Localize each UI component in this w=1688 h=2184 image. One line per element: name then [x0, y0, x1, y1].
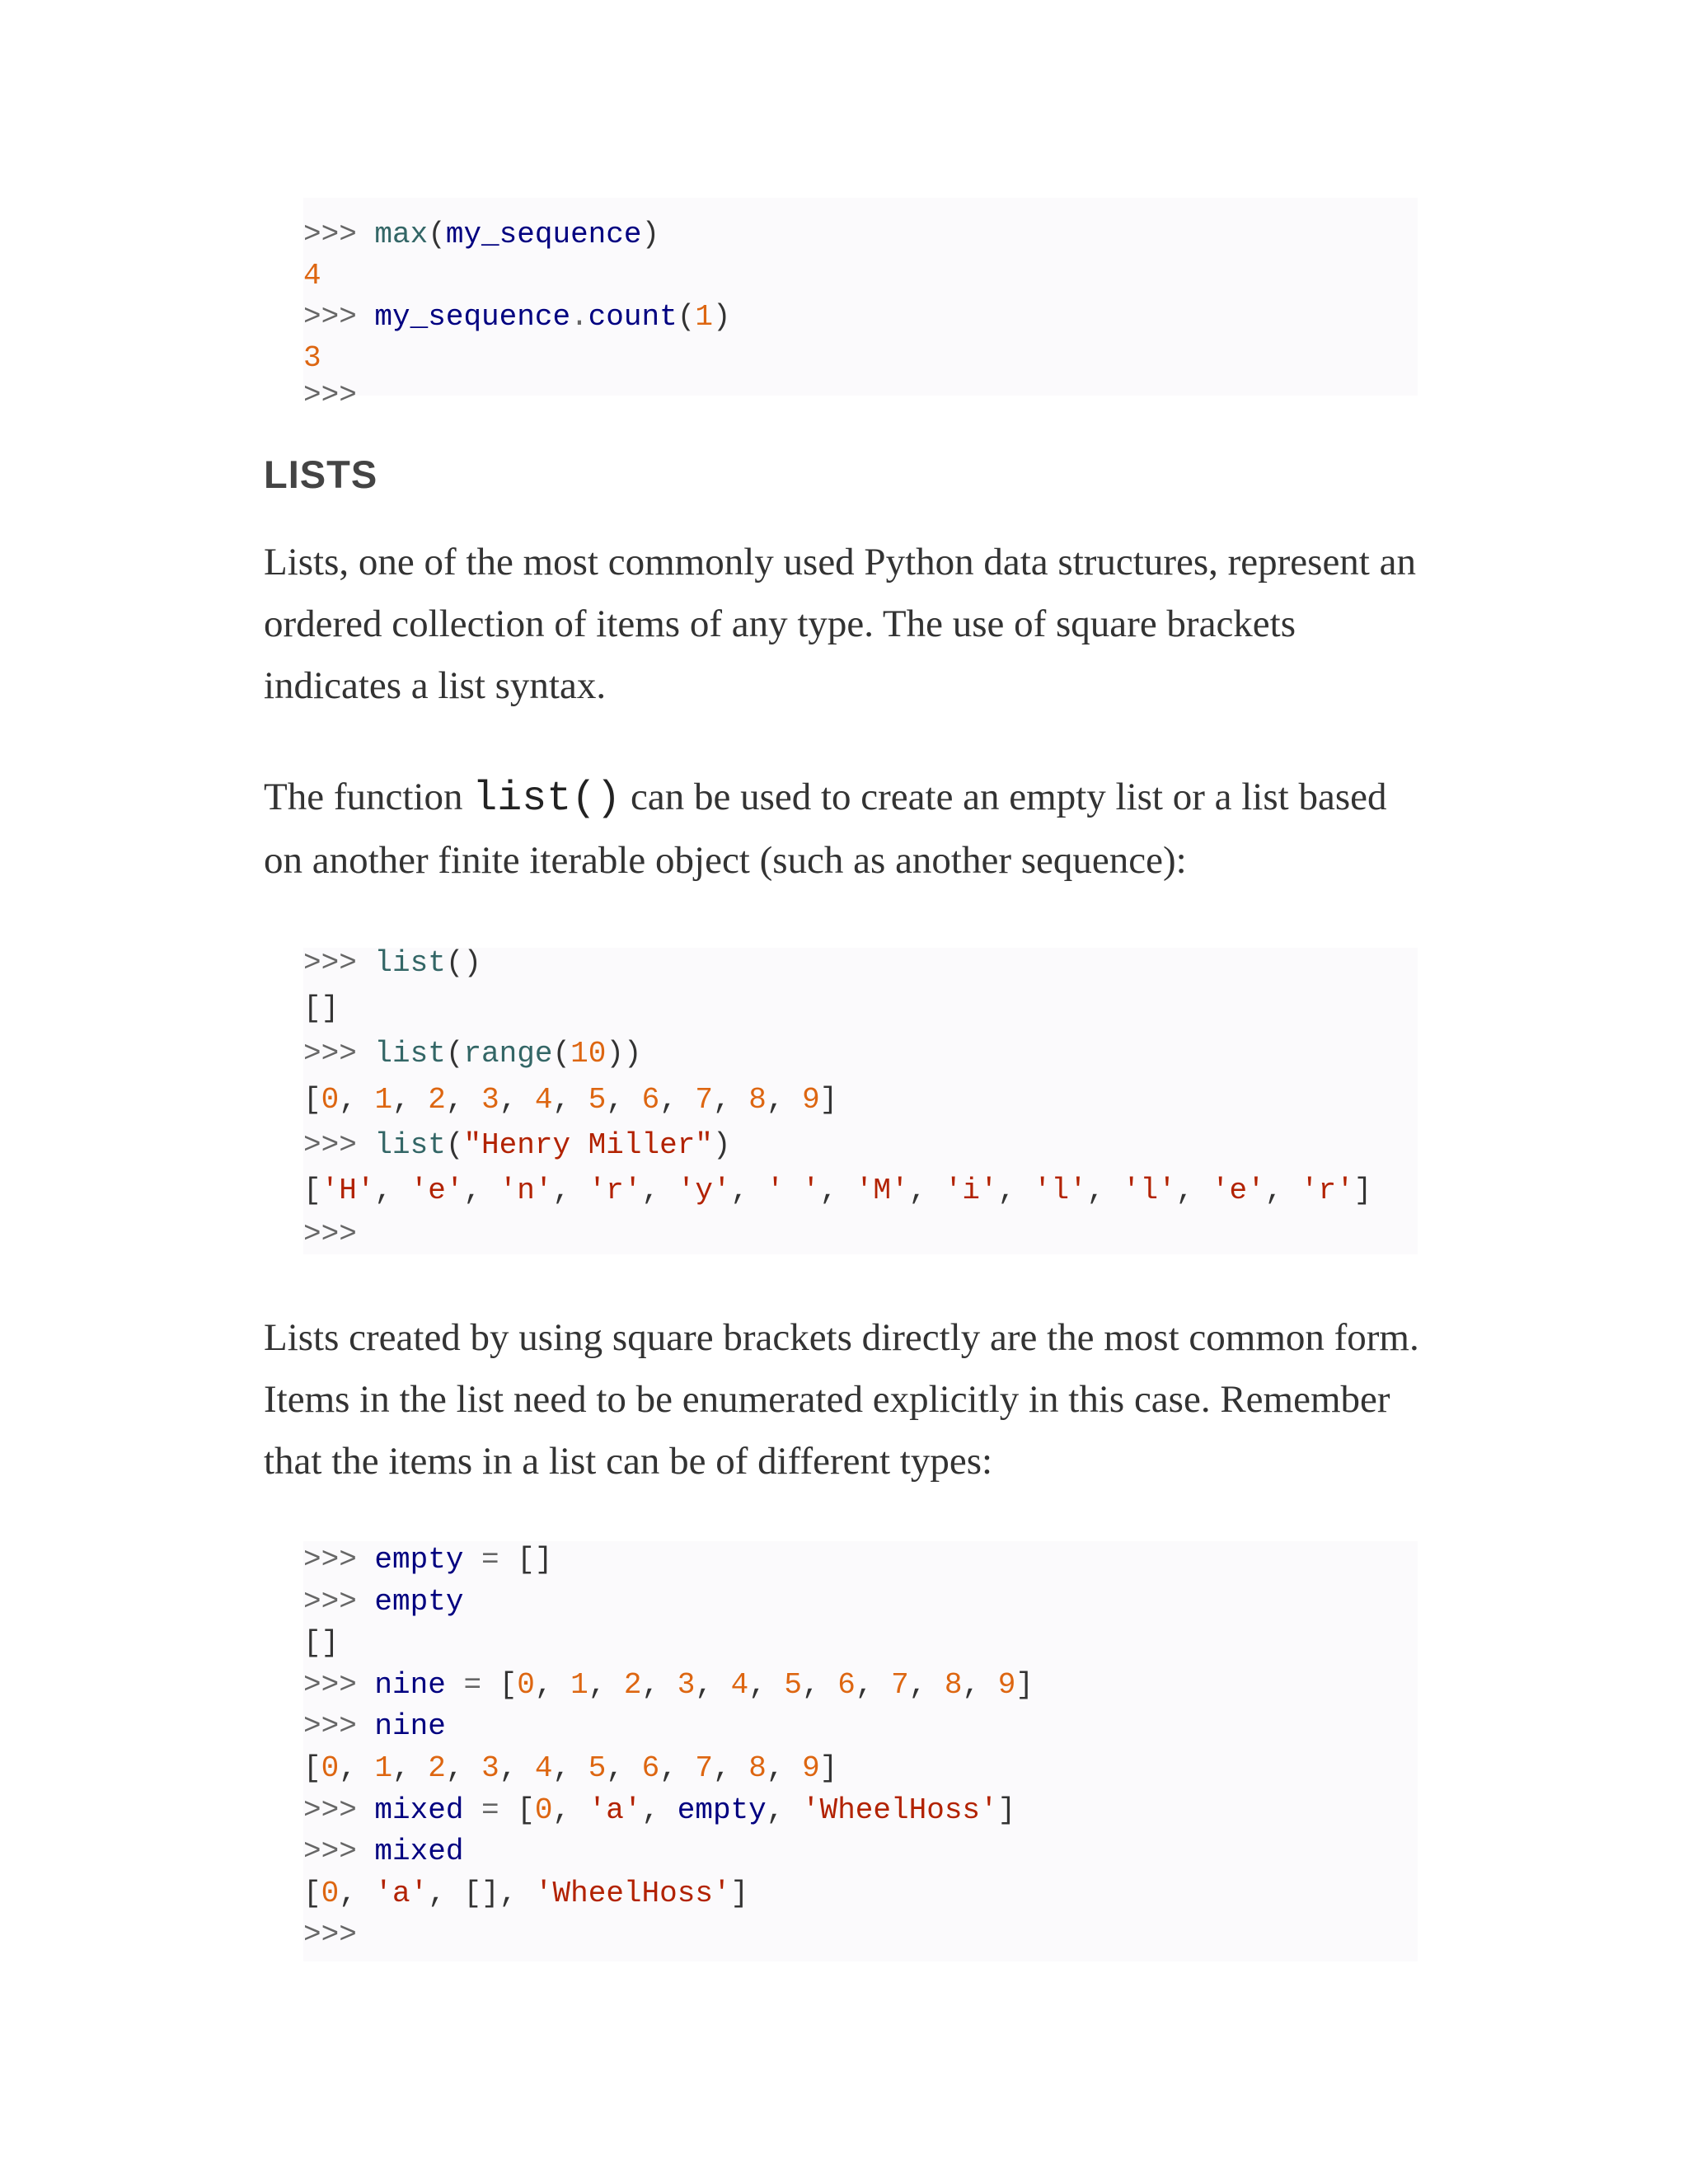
- code-token: ,: [339, 1083, 375, 1117]
- code-token: ,: [802, 1668, 838, 1702]
- code-token: ,: [445, 1751, 482, 1785]
- code-line: [303, 340, 321, 377]
- code-token: ]: [730, 1877, 749, 1910]
- code-token: mixed: [374, 1793, 464, 1827]
- code-token: 3: [677, 1668, 696, 1702]
- code-token: ,: [659, 1083, 696, 1117]
- code-token: ,: [499, 1083, 535, 1117]
- code-token: >>>: [303, 946, 375, 980]
- code-token: ,: [659, 1751, 696, 1785]
- code-line: [303, 377, 357, 414]
- code-token: ,: [855, 1668, 892, 1702]
- code-token: [: [517, 1793, 535, 1827]
- code-token: 'l': [1122, 1174, 1176, 1207]
- code-token: 'e': [410, 1174, 464, 1207]
- code-token: >>>: [303, 1037, 375, 1071]
- code-token: >>>: [303, 1709, 375, 1743]
- code-token: 'a': [374, 1877, 429, 1910]
- code-token: 10: [570, 1037, 607, 1071]
- code-token: list: [374, 1128, 446, 1162]
- code-token: list: [374, 946, 446, 980]
- code-token: ,: [552, 1174, 588, 1207]
- code-token: >>>: [303, 378, 357, 412]
- code-line: [303, 1917, 357, 1953]
- code-token: 'r': [1300, 1174, 1354, 1207]
- code-token: 'e': [1211, 1174, 1265, 1207]
- code-token: ,: [1175, 1174, 1212, 1207]
- code-token: )): [606, 1037, 642, 1071]
- code-line: [303, 991, 339, 1027]
- code-token: ,: [428, 1877, 464, 1910]
- code-token: >>>: [303, 1585, 375, 1619]
- code-line: [303, 1036, 642, 1072]
- code-token: ,: [552, 1083, 588, 1117]
- code-token: ,: [713, 1083, 749, 1117]
- code-line: [303, 1667, 1034, 1704]
- code-token: 7: [891, 1668, 909, 1702]
- code-token: >>>: [303, 1918, 357, 1952]
- code-token: ,: [1264, 1174, 1301, 1207]
- code-token: 'y': [677, 1174, 731, 1207]
- code-line: [303, 1708, 446, 1745]
- code-token: 2: [428, 1751, 446, 1785]
- code-token: >>>: [303, 300, 375, 334]
- code-token: ,: [588, 1668, 624, 1702]
- code-token: 2: [623, 1668, 642, 1702]
- code-token: 1: [374, 1751, 393, 1785]
- paragraph-square-brackets: Lists created by using square brackets directly are the most common form. Items in the list need to be enumerated explicitly in this case. Remember that the items in a list can be of different types:: [264, 1316, 1419, 1483]
- code-token: empty: [677, 1793, 767, 1827]
- code-line: [303, 945, 481, 982]
- code-token: ,: [766, 1793, 802, 1827]
- code-token: 7: [695, 1083, 714, 1117]
- code-token: ,: [499, 1877, 535, 1910]
- code-token: 0: [321, 1083, 340, 1117]
- code-token: ,: [499, 1751, 535, 1785]
- code-token: 0: [517, 1668, 535, 1702]
- code-token: ,: [748, 1668, 785, 1702]
- code-token: ]: [997, 1793, 1016, 1827]
- code-token: (: [445, 1037, 464, 1071]
- code-line: [303, 258, 321, 294]
- code-token: mixed: [374, 1835, 464, 1868]
- code-line: [303, 1216, 357, 1253]
- code-token: >>>: [303, 1668, 375, 1702]
- code-line: [303, 1876, 748, 1912]
- code-token: (: [677, 300, 696, 334]
- code-token: 2: [428, 1083, 446, 1117]
- code-token: 'WheelHoss': [534, 1877, 731, 1910]
- code-token: >>>: [303, 1543, 375, 1577]
- code-token: ]: [1353, 1174, 1372, 1207]
- code-token: ,: [641, 1174, 678, 1207]
- code-token: ]: [1015, 1668, 1034, 1702]
- code-token: 3: [481, 1751, 499, 1785]
- code-token: ,: [463, 1174, 499, 1207]
- code-token: 'a': [588, 1793, 642, 1827]
- code-token: =: [463, 1543, 518, 1577]
- code-token: max: [374, 218, 429, 251]
- code-token: empty: [374, 1543, 464, 1577]
- code-token: 8: [748, 1083, 767, 1117]
- code-token: >>>: [303, 1128, 375, 1162]
- code-token: 'n': [499, 1174, 553, 1207]
- code-token: ,: [962, 1668, 998, 1702]
- code-token: 4: [730, 1668, 749, 1702]
- code-token: ,: [766, 1083, 803, 1117]
- code-token: 'WheelHoss': [801, 1793, 998, 1827]
- code-line: [303, 1542, 552, 1578]
- code-token: ,: [641, 1793, 678, 1827]
- paragraph-lists-intro: Lists, one of the most commonly used Python data structures, represent an ordered collection of items of any type. The use of square brackets indicates a list syntax.: [264, 541, 1416, 707]
- code-token: 7: [695, 1751, 714, 1785]
- code-token: (: [428, 218, 446, 251]
- code-token: 6: [837, 1668, 856, 1702]
- code-token: [: [303, 1751, 321, 1785]
- code-token: ,: [695, 1668, 731, 1702]
- code-token: ,: [392, 1751, 429, 1785]
- section-heading: LISTS: [264, 452, 378, 496]
- code-token: ,: [1086, 1174, 1123, 1207]
- code-token: 8: [748, 1751, 767, 1785]
- code-block-list-function: [303, 948, 1418, 1254]
- code-token: >>>: [303, 1835, 375, 1868]
- code-token: list: [374, 1037, 446, 1071]
- code-line: [303, 1127, 731, 1164]
- code-token: 'l': [1033, 1174, 1087, 1207]
- code-token: 'r': [588, 1174, 642, 1207]
- code-token: empty: [374, 1585, 464, 1619]
- paragraph-list-function: [264, 766, 1434, 892]
- code-token: ): [712, 1128, 731, 1162]
- code-token: ,: [819, 1174, 856, 1207]
- code-token: ,: [730, 1174, 767, 1207]
- code-line: [303, 217, 659, 253]
- code-token: >>>: [303, 1793, 375, 1827]
- code-token: ,: [552, 1751, 588, 1785]
- code-token: [: [303, 1083, 321, 1117]
- code-token: 1: [570, 1668, 588, 1702]
- code-token: 0: [321, 1877, 340, 1910]
- code-token: 3: [481, 1083, 499, 1117]
- code-token: ,: [339, 1751, 375, 1785]
- code-token: 4: [303, 259, 321, 293]
- code-token: "Henry Miller": [463, 1128, 713, 1162]
- code-token: 0: [321, 1751, 340, 1785]
- code-token: []: [463, 1877, 499, 1910]
- code-token: ,: [552, 1793, 588, 1827]
- code-line: [303, 299, 731, 335]
- code-token: (): [445, 946, 482, 980]
- code-token: 3: [303, 341, 321, 375]
- code-token: 9: [802, 1083, 820, 1117]
- code-token: ): [641, 218, 660, 251]
- code-line: [303, 1584, 463, 1620]
- code-token: [: [303, 1174, 321, 1207]
- code-token: (: [445, 1128, 464, 1162]
- code-token: 9: [802, 1751, 820, 1785]
- code-token: 'i': [944, 1174, 998, 1207]
- code-token: ,: [606, 1751, 642, 1785]
- paragraph-text-before: The function: [264, 776, 473, 818]
- code-token: ,: [392, 1083, 429, 1117]
- code-token: [: [499, 1668, 518, 1702]
- code-line: [303, 1793, 1015, 1829]
- code-line: [303, 1750, 837, 1787]
- code-token: nine: [374, 1668, 446, 1702]
- paragraph-text-after: can be used to create an empty list or a list based on another finite iterable object (such as another sequence):: [264, 776, 1387, 882]
- code-token: nine: [374, 1709, 446, 1743]
- code-token: range: [463, 1037, 553, 1071]
- code-token: []: [303, 991, 340, 1025]
- code-token: 5: [588, 1083, 607, 1117]
- code-token: ,: [713, 1751, 749, 1785]
- code-line: [303, 1834, 463, 1870]
- code-token: 1: [695, 300, 713, 334]
- code-token: .: [570, 300, 588, 334]
- code-line: [303, 1625, 339, 1661]
- code-token: >>>: [303, 218, 375, 251]
- code-token: 'H': [321, 1174, 375, 1207]
- code-token: []: [303, 1626, 340, 1660]
- code-token: =: [445, 1668, 499, 1702]
- code-token: 9: [997, 1668, 1016, 1702]
- code-line: [303, 1173, 1372, 1209]
- code-token: ' ': [766, 1174, 820, 1207]
- code-token: 4: [534, 1083, 553, 1117]
- code-token: []: [517, 1543, 553, 1577]
- code-token: ]: [819, 1751, 838, 1785]
- code-token: ): [712, 300, 731, 334]
- code-token: 5: [784, 1668, 803, 1702]
- code-token: ,: [766, 1751, 803, 1785]
- inline-code-list: list(): [472, 776, 621, 823]
- code-token: ,: [339, 1877, 375, 1910]
- code-token: ,: [908, 1668, 945, 1702]
- code-token: ,: [445, 1083, 482, 1117]
- code-token: 6: [641, 1083, 660, 1117]
- code-token: my_sequence: [374, 300, 571, 334]
- code-token: =: [463, 1793, 518, 1827]
- code-token: ]: [819, 1083, 838, 1117]
- code-token: ,: [374, 1174, 410, 1207]
- code-token: ,: [908, 1174, 945, 1207]
- code-token: my_sequence: [445, 218, 642, 251]
- code-token: (: [552, 1037, 571, 1071]
- code-token: 5: [588, 1751, 607, 1785]
- code-token: 1: [374, 1083, 393, 1117]
- code-token: count: [588, 300, 678, 334]
- code-token: [: [303, 1877, 321, 1910]
- code-token: 8: [944, 1668, 963, 1702]
- code-token: ,: [534, 1668, 571, 1702]
- code-block-square-brackets: [303, 1541, 1418, 1961]
- code-token: 6: [641, 1751, 660, 1785]
- code-block-max-count: [303, 198, 1418, 412]
- code-token: >>>: [303, 1217, 357, 1251]
- code-line: [303, 1082, 837, 1118]
- code-token: 'M': [855, 1174, 909, 1207]
- code-token: ,: [641, 1668, 678, 1702]
- code-token: ,: [997, 1174, 1034, 1207]
- code-token: 0: [534, 1793, 553, 1827]
- code-token: 4: [534, 1751, 553, 1785]
- code-token: ,: [606, 1083, 642, 1117]
